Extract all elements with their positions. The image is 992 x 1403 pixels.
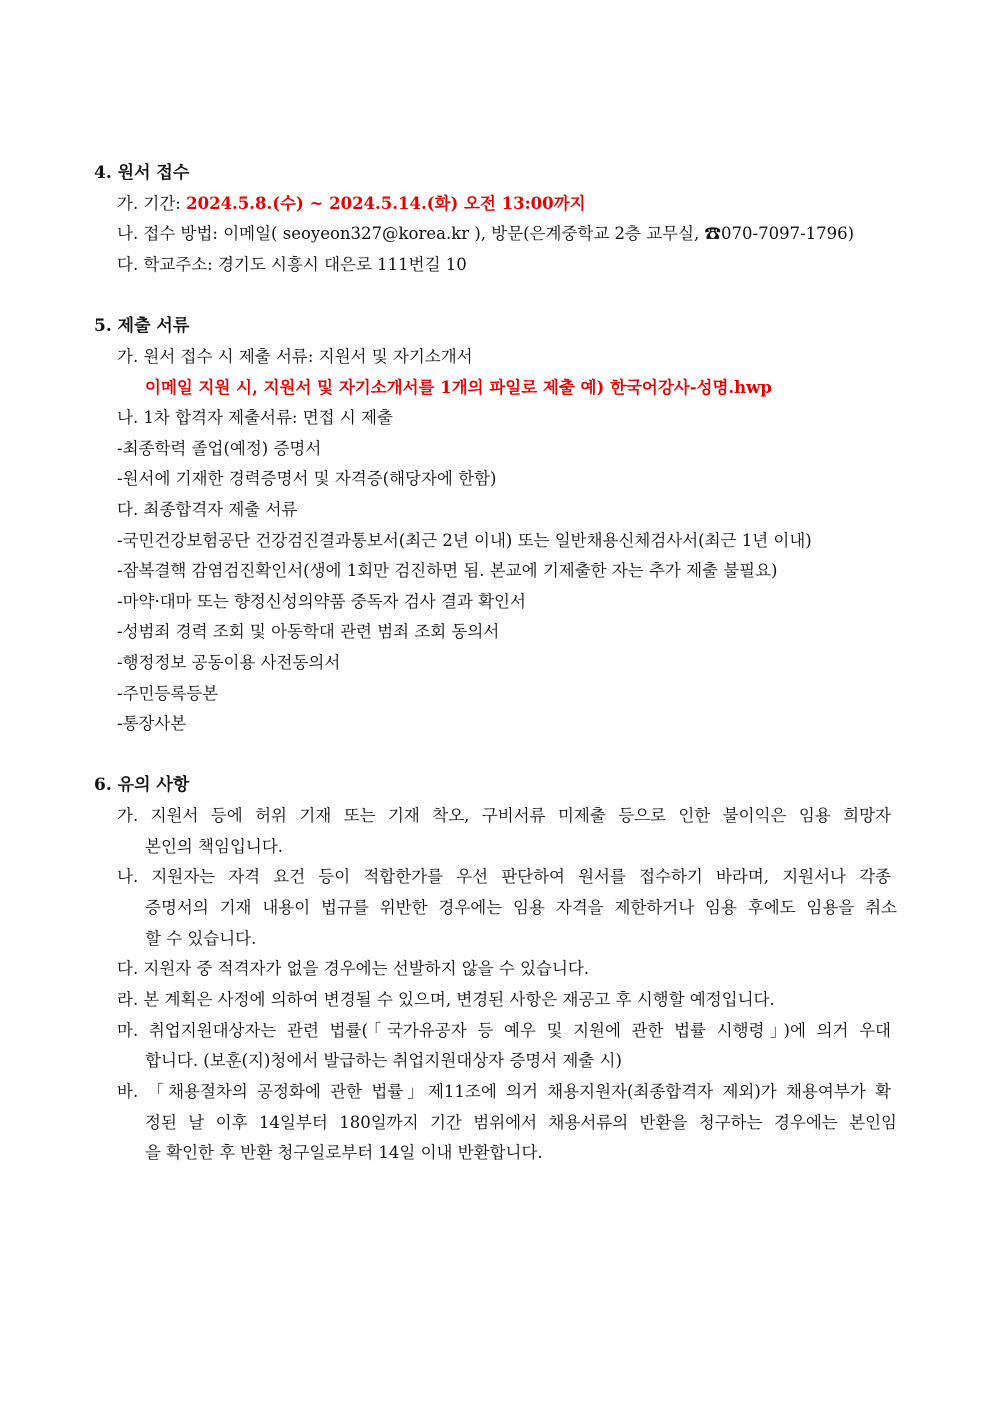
s6-ga-line-1: 가. 지원서 등에 허위 기재 또는 기재 착오, 구비서류 미제출 등으로 인한 불이익은 임용 희망자 bbox=[117, 806, 891, 825]
s5-na-item: -최종학력 졸업(예정) 증명서 bbox=[117, 439, 322, 458]
s6-ra-line: 라. 본 계획은 사정에 의하여 변경될 수 있으며, 변경된 사항은 재공고 후 시행할 예정입니다. bbox=[117, 990, 775, 1009]
s6-na-line-2: 증명서의 기재 내용이 법규를 위반한 경우에는 임용 자격을 제한하거나 임용 후에도 임용을 취소 bbox=[145, 898, 897, 917]
section-5-heading: 5. 제출 서류 bbox=[94, 316, 190, 336]
section-6-heading: 6. 유의 사항 bbox=[94, 775, 190, 795]
s4-address-line: 다. 학교주소: 경기도 시흥시 대은로 111번길 10 bbox=[117, 255, 467, 274]
s4-period-line bbox=[117, 193, 586, 215]
s6-ba-line-1: 바. 「채용절차의 공정화에 관한 법률」제11조에 의거 채용지원자(최종합격자 제외)가 채용여부가 확 bbox=[117, 1082, 891, 1101]
s5-na-item: -원서에 기재한 경력증명서 및 자격증(해당자에 한함) bbox=[117, 469, 497, 488]
s4-period-label: 가. 기간: bbox=[117, 194, 187, 213]
s6-na-line-1: 나. 지원자는 자격 요건 등이 적합한가를 우선 판단하여 원서를 접수하기 바라며, 지원서나 각종 bbox=[117, 867, 891, 886]
s5-da-item: -국민건강보험공단 건강검진결과통보서(최근 2년 이내) 또는 일반채용신체검사서(최근 1년 이내) bbox=[117, 531, 812, 550]
s5-da-line: 다. 최종합격자 제출 서류 bbox=[117, 500, 298, 519]
s6-da-line: 다. 지원자 중 적격자가 없을 경우에는 선발하지 않을 수 있습니다. bbox=[117, 959, 590, 978]
s4-method-line: 나. 접수 방법: 이메일( seoyeon327@korea.kr ), 방문(은계중학교 2층 교무실, ☎070-7097-1796) bbox=[117, 224, 855, 243]
s5-ga-note: 이메일 지원 시, 지원서 및 자기소개서를 1개의 파일로 제출 예) 한국어강사-성명.hwp bbox=[145, 378, 772, 397]
s6-ga-line-2: 본인의 책임입니다. bbox=[145, 837, 284, 856]
s5-da-item: -잠복결핵 감염검진확인서(생에 1회만 검진하면 됨. 본교에 기제출한 자는 추가 제출 불필요) bbox=[117, 561, 778, 580]
s6-na-line-3: 할 수 있습니다. bbox=[145, 929, 257, 948]
s5-da-item: -통장사본 bbox=[117, 714, 187, 733]
section-4-heading: 4. 원서 접수 bbox=[94, 163, 190, 183]
s5-da-item: -주민등록등본 bbox=[117, 684, 219, 703]
s6-ba-line-3: 을 확인한 후 반환 청구일로부터 14일 이내 반환합니다. bbox=[145, 1143, 543, 1162]
s5-ga-line: 가. 원서 접수 시 제출 서류: 지원서 및 자기소개서 bbox=[117, 347, 473, 366]
s4-period-value: 2024.5.8.(수) ~ 2024.5.14.(화) 오전 13:00까지 bbox=[186, 194, 586, 213]
s5-da-item: -마약·대마 또는 향정신성의약품 중독자 검사 결과 확인서 bbox=[117, 592, 526, 611]
s5-da-item: -행정정보 공동이용 사전동의서 bbox=[117, 653, 341, 672]
s6-ma-line-1: 마. 취업지원대상자는 관련 법률(「국가유공자 등 예우 및 지원에 관한 법률 시행령」)에 의거 우대 bbox=[117, 1021, 891, 1040]
s5-na-line: 나. 1차 합격자 제출서류: 면접 시 제출 bbox=[117, 408, 393, 427]
s6-ma-line-2: 합니다. (보훈(지)청에서 발급하는 취업지원대상자 증명서 제출 시) bbox=[145, 1051, 622, 1070]
s6-ba-line-2: 정된 날 이후 14일부터 180일까지 기간 범위에서 채용서류의 반환을 청구하는 경우에는 본인임 bbox=[145, 1113, 897, 1132]
s5-da-item: -성범죄 경력 조회 및 아동학대 관련 범죄 조회 동의서 bbox=[117, 622, 500, 641]
